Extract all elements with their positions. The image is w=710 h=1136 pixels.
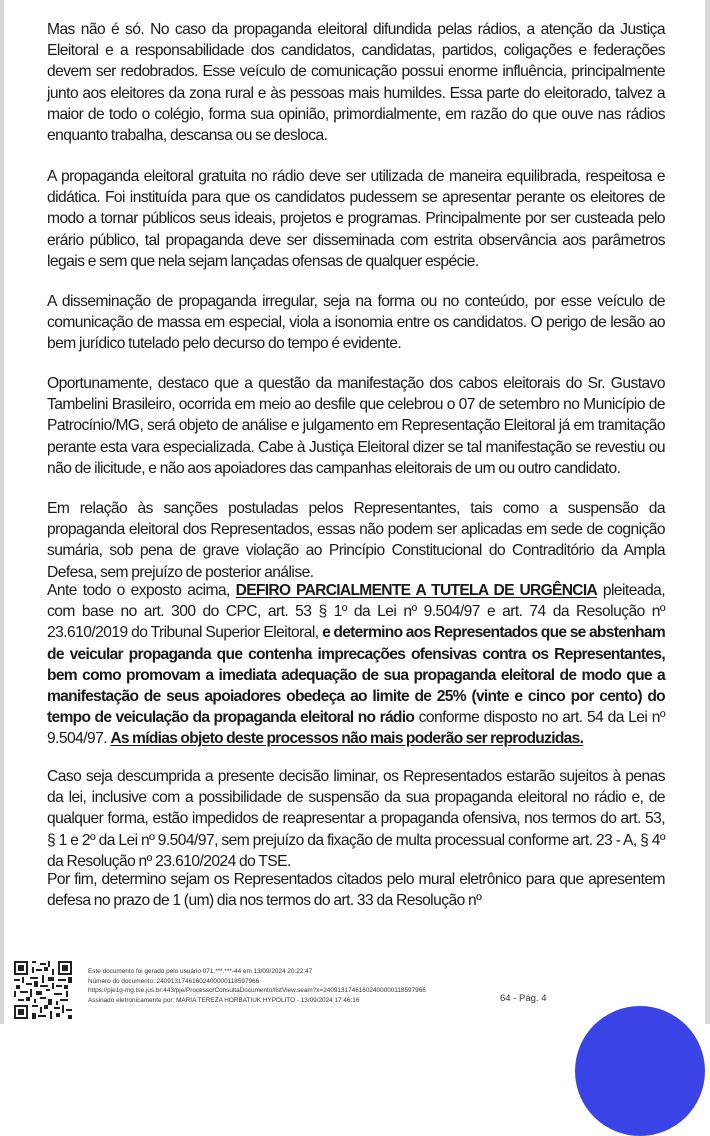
decision-heading: DEFIRO PARCIALMENTE A TUTELA DE URGÊNCIA bbox=[235, 582, 598, 599]
generated-by-line: Este documento foi gerado pelo usuário 071.***.***-44 em 13/09/2024 20:22:47 bbox=[88, 968, 313, 975]
decision-determination: e determino aos Representados que se abstenham de veicular propaganda que contenha imprecações ofensivas contra os Representantes, bem como promovam a imediata adequação de sua propaganda eleitoral de modo que a manifestação de seus apoiadores obedeça ao limite de 25% (vinte e cinco por cento) do tempo de veiculação da propaganda eleitoral no rádio bbox=[47, 624, 665, 727]
paragraph-rural-radio bbox=[47, 19, 665, 146]
page-number: 64 - Pág. 4 bbox=[500, 993, 547, 1004]
media-prohibition: As mídias objeto deste processos não mais poderão ser reproduzidas. bbox=[110, 730, 584, 748]
paragraph-text: Caso seja descumprida a presente decisão liminar, os Representados estarão sujeitos à penas da lei, inclusive com a possibilidade de suspensão da sua propaganda eleitoral no rádio e, de qualquer forma, estão impedidos de reapresentar a propaganda ofensiva, nos termos do art. 53, § 1 e 2º da Lei nº 9.504/97, sem prejuízo da fixação de multa processual conforme art. 23 - A, § 4º da Resolução nº 23.610/2024 do TSE. bbox=[47, 768, 665, 870]
paragraph-sancoes bbox=[47, 498, 665, 583]
footer-metadata bbox=[88, 967, 426, 1005]
paragraph-cabos-eleitorais bbox=[47, 373, 665, 479]
scrollbar-track[interactable] bbox=[705, 0, 710, 1024]
paragraph-text: Em relação às sanções postuladas pelos Representantes, tais como a suspensão da propaganda eleitoral dos Representados, essas não podem ser aplicadas em sede de cognição sumária, sob pena de grave violação ao Princípio Constitucional do Contraditório da Ampla Defesa, sem prejuízo de posterior análise. bbox=[47, 500, 665, 581]
paragraph-text: conforme disposto no art. 54 da Lei nº 9.504/97. bbox=[47, 709, 665, 748]
paragraph-decision bbox=[47, 580, 665, 750]
paragraph-text: Oportunamente, destaco que a questão da manifestação dos cabos eleitorais do Sr. Gustavo Tambelini Brasileiro, ocorrida em meio ao desfile que celebrou o 07 de setembro no Município de Patrocínio/MG, será objeto de análise e julgamento em Representação Eleitoral já em tramitação perante esta vara especializada. Cabe à Justiça Eleitoral dizer se tal manifestação se revestiu ou não de ilicitude, e não aos apoiadores das campanhas eleitorais de um ou outro candidato. bbox=[47, 375, 665, 477]
paragraph-irregular-propaganda bbox=[47, 291, 665, 355]
signature-line: Assinado eletronicamente por: MARIA TEREZA HORBATIUK HYPOLITO - 13/09/2024 17:46:16 bbox=[88, 996, 360, 1004]
paragraph-descumprimento bbox=[47, 766, 665, 872]
paragraph-citacao bbox=[47, 869, 665, 911]
paragraph-free-propaganda bbox=[47, 166, 665, 272]
paragraph-text: A disseminação de propaganda irregular, seja na forma ou no conteúdo, por esse veículo de comunicação de massa em especial, viola a isonomia entre os candidatos. O perigo de lesão ao bem jurídico tutelado pelo decurso do tempo é evidente. bbox=[47, 293, 665, 353]
floating-action-button[interactable] bbox=[575, 1006, 705, 1136]
document-number-line: Número do documento: 24091317461602400000118597966 bbox=[88, 977, 260, 985]
paragraph-text: Ante todo o exposto acima, bbox=[47, 582, 236, 599]
paragraph-text: A propaganda eleitoral gratuita no rádio deve ser utilizada de maneira equilibrada, respeitosa e didática. Foi instituída para que os candidatos pudessem se apresentar perante os eleitores de modo a tornar públicos seus ideais, projetos e programas. Principalmente por ser custeada pelo erário público, tal propaganda deve ser disseminada com estrita observância aos parâmetros legais e sem que nela sejam lançadas ofensas de qualquer espécie. bbox=[47, 168, 665, 270]
document-url-link[interactable]: https://pje1g-mg.tse.jus.br:443/pje/Processo/ConsultaDocumento/listView.seam?x=24091317461602400000118597966 bbox=[88, 987, 426, 995]
paragraph-text: Por fim, determino sejam os Representados citados pelo mural eletrônico para que apresentem defesa no prazo de 1 (um) dia nos termos do art. 33 da Resolução nº bbox=[47, 871, 665, 910]
qr-code-icon bbox=[14, 961, 72, 1019]
page-frame-left bbox=[0, 0, 4, 1024]
paragraph-text: pleiteada, com base no art. 300 do CPC, art. 53 § 1º da Lei nº 9.504/97 e art. 74 da Resolução nº 23.610/2019 do Tribunal Superior Eleitoral, bbox=[47, 582, 665, 642]
paragraph-text: Mas não é só. No caso da propaganda eleitoral difundida pelas rádios, a atenção da Justiça Eleitoral e a responsabilidade dos candidatos, candidatas, partidos, coligações e federações devem ser redobrados. Esse veículo de comunicação possui enorme influência, principalmente junto aos eleitores da zona rural e às pessoas mais humildes. Essa parte do eleitorado, talvez a maior de todo o colégio, forma sua opinião, primordialmente, em razão do que ouve nas rádios enquanto trabalha, descansa ou se desloca. bbox=[47, 21, 665, 145]
